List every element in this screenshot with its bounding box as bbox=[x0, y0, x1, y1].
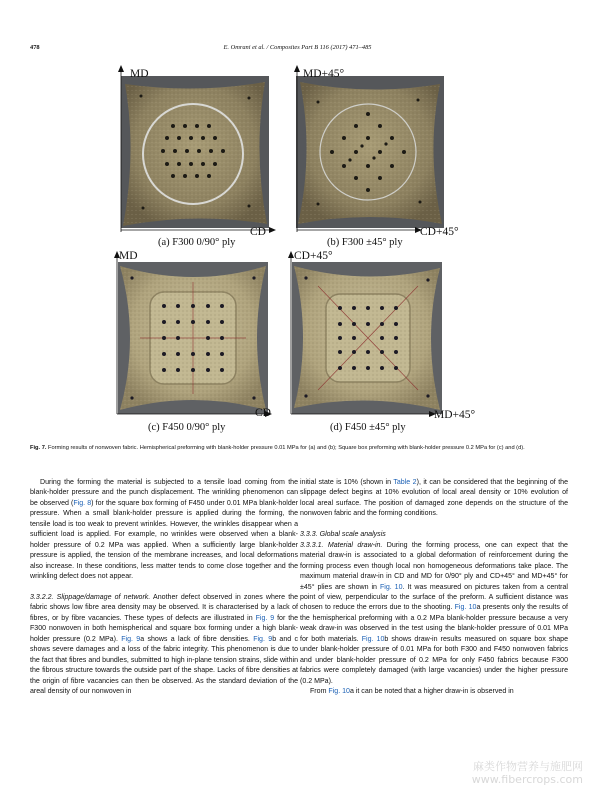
figure-link[interactable]: Fig. 10 bbox=[454, 604, 477, 612]
text-run: a it can be noted that a higher draw-in is observed in bbox=[349, 688, 514, 696]
panel-c-bottom-label: CD bbox=[255, 407, 271, 419]
text-run: initial state is 10% (shown in bbox=[300, 479, 394, 486]
cd-arrow-icon bbox=[113, 410, 273, 418]
paragraph bbox=[300, 541, 568, 687]
panel-b-top-label: MD+45° bbox=[303, 68, 345, 80]
paragraph bbox=[30, 478, 298, 583]
journal-citation: E. Omrani et al. / Composites Part B 116 (2017) 471–485 bbox=[223, 44, 372, 51]
figure-caption-text: Forming results of nonwoven fabric. Hemispherical preforming with blank-holder pressure 0.01 MPa for (a) and (b); Square box preforming with blank-holder pressure 0.2 MPa for (c) and (d). bbox=[46, 445, 525, 451]
paragraph bbox=[30, 593, 298, 698]
md45-arrow-icon bbox=[293, 64, 305, 234]
cd45-arrow-icon bbox=[287, 250, 299, 416]
section-heading: 3.3.3. Global scale analysis bbox=[300, 531, 386, 539]
watermark-line-1: 麻类作物营养与施肥网 bbox=[473, 760, 583, 773]
figure-link[interactable]: Fig. 8 bbox=[73, 499, 92, 507]
panel-d-bottom-label: MD+45° bbox=[434, 409, 476, 421]
text-run: From bbox=[310, 688, 329, 696]
figure-link[interactable]: Fig. 10 bbox=[361, 635, 385, 643]
cd45-arrow-icon bbox=[293, 226, 423, 234]
watermark bbox=[472, 760, 583, 786]
md-arrow-icon bbox=[113, 250, 125, 416]
page-number: 478 bbox=[30, 44, 40, 51]
subsection-heading: 3.3.3.1. Material draw-in. bbox=[300, 541, 383, 549]
text-run: b and c shows severe damages and a loss of the fabric integrity. This phenomenon is due to the fact that fibres and bundles, submitted to high in-plane tension strains, slide within the fibrous structure towards the outside part of the shape. Lacks of fibre densities at the origin of fibre vacancies can then be observed. As the standard deviation of the areal density of our nonwoven in bbox=[30, 635, 299, 696]
text-run: b shows draw-in results measured on square box shape under blank-holder pressure of 0.01 MPa for both F300 and F450 nonwoven fabrics and under blank-holder pressure of 0.2 MPa for only F450 fabrics because F300 fabrics were completely damaged (with large vacancies) under the higher pressure (0.2 MPa). bbox=[300, 635, 569, 685]
figure-caption-label: Fig. 7. bbox=[30, 445, 47, 451]
text-run: Another defect observed in zones where the fabric shows low fibre area density may be observed. It is characterised by a lack of fibres, or by fibre vacancies. These types of defects are illustrated in bbox=[30, 593, 298, 622]
panel-a-caption: (a) F300 0/90° ply bbox=[158, 237, 236, 248]
figure-link[interactable]: Fig. 9 bbox=[121, 635, 141, 643]
text-run: During the forming process, one can expect that the material draw-in is associated to a global deformation of reinforcement during the forming process even though local non homogeneous deformations take place. The maximum material draw-in in CD and MD for 0/90° ply and CD+45° and MD+45° for ±45° plies are shown in bbox=[300, 541, 568, 591]
panel-a-bottom-label: CD bbox=[250, 226, 266, 238]
panel-a-top-label: MD bbox=[130, 68, 149, 80]
figure-link[interactable]: Fig. 10 bbox=[328, 688, 350, 696]
figure-link[interactable]: Fig. 10 bbox=[379, 583, 403, 591]
panel-d-caption: (d) F450 ±45° ply bbox=[330, 422, 406, 433]
table-link[interactable]: Table 2 bbox=[393, 479, 417, 486]
panel-d-top-label: CD+45° bbox=[294, 250, 333, 262]
text-run: a shows a lack of fibre densities. bbox=[140, 635, 254, 643]
running-header bbox=[30, 44, 565, 56]
figure-panel-b-photo bbox=[296, 76, 444, 228]
figure-panel-a-photo bbox=[121, 76, 269, 228]
md45-arrow-icon bbox=[287, 410, 437, 418]
text-run: ), it can be considered that the beginning of the slippage defect begins at 10% evolution of local areal density or 10% evolution of local areal surface. The position of damaged zone depends on the structure of the nonwoven fabric and the forming conditions. bbox=[300, 479, 568, 518]
paragraph bbox=[300, 687, 568, 697]
text-run: for the F300 nonwoven in both hemispherical and square box forming under a high blank-holder pressure (0.2 MPa). bbox=[30, 614, 299, 643]
left-column bbox=[30, 478, 298, 698]
figure-link[interactable]: Fig. 9 bbox=[255, 614, 275, 622]
figure-panel-c-photo bbox=[118, 262, 268, 414]
panel-c-top-label: MD bbox=[119, 250, 138, 262]
right-column bbox=[300, 478, 568, 698]
paragraph bbox=[300, 478, 568, 520]
panel-b-bottom-label: CD+45° bbox=[420, 226, 459, 238]
text-run: During the forming the material is subjected to a tensile load coming from the blank-holder pressure and the punch displacement. The wrinkling phenomenon can be observed ( bbox=[30, 479, 298, 507]
figure-panel-d-photo bbox=[292, 262, 442, 414]
text-run: a presents only the results of the hemispherical preforming with a 0.2 MPa blank-holder pressure because a very weak draw-in was observed in the test using the blank-holder pressure of 0.01 MPa for both materials. bbox=[300, 604, 569, 643]
figure-caption bbox=[30, 444, 565, 453]
text-run: ) for the square box forming of F450 under 0.01 MPa blank-holder pressure. When a small blank-holder pressure is applied during the forming, the tensile load is too weak to prevent wrinkles. However, the wrinkles disappear when a sufficient load is applied. For example, no wrinkles were observed when a blank-holder pressure of 0.2 MPa was applied. When a sufficiently large blank-holder pressure is applied, the tension of the membrane increases, and local deformations also increase. In these conditions, less matter tends to come close together and the wrinkling defect does not appear. bbox=[30, 499, 299, 581]
md-arrow-icon bbox=[117, 64, 129, 234]
section-heading: 3.3.2.2. Slippage/damage of network. bbox=[30, 593, 151, 601]
text-run: . It was measured on pictures taken from a central point of view, perpendicular to the surface of the preform. A sufficient distance was chosen to reduce the errors due to the shooting. bbox=[300, 583, 568, 612]
figure-link[interactable]: Fig. 9 bbox=[253, 635, 273, 643]
panel-c-caption: (c) F450 0/90° ply bbox=[148, 422, 226, 433]
watermark-line-2: www.fibercrops.com bbox=[471, 773, 583, 786]
panel-b-caption: (b) F300 ±45° ply bbox=[327, 237, 403, 248]
